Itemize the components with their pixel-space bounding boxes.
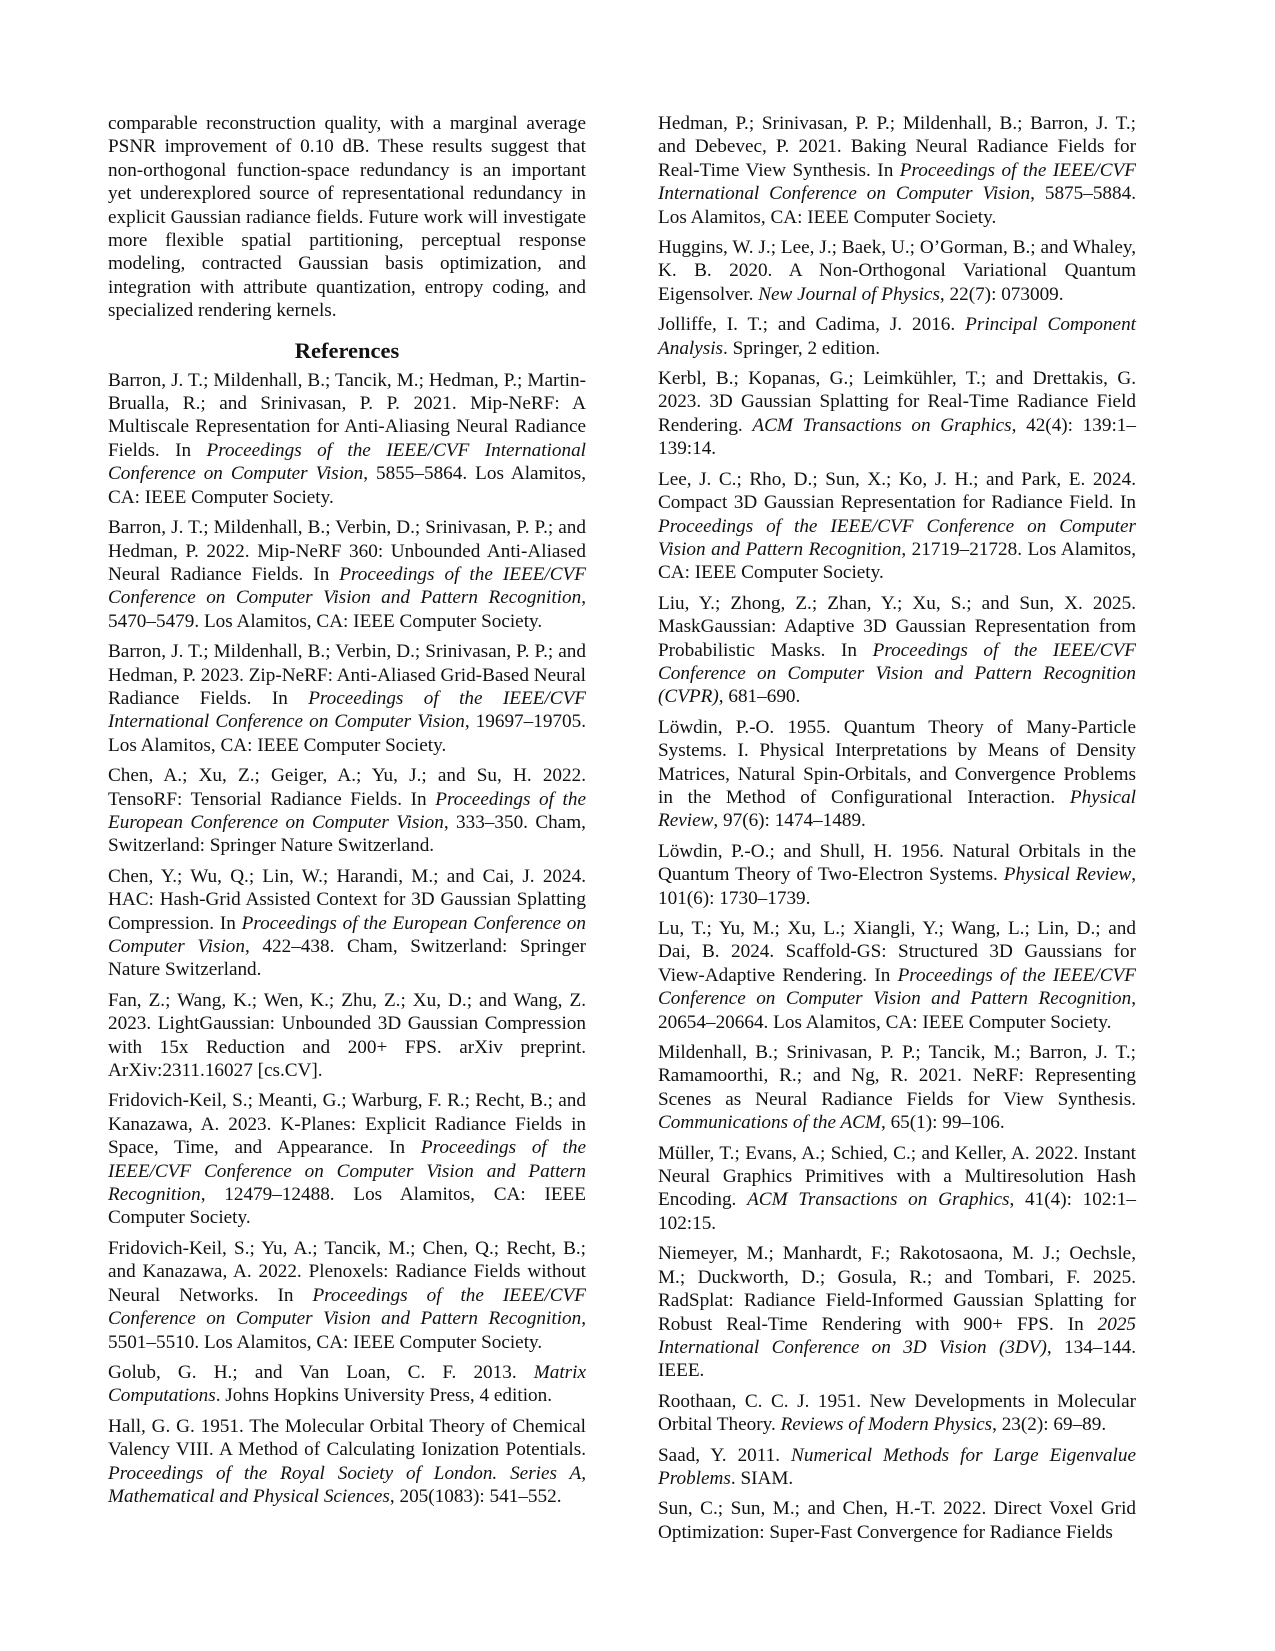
right-column: [658, 112, 1136, 1551]
reference-entry: Saad, Y. 2011. Numerical Methods for Large Eigenvalue Problems. SIAM.: [658, 1444, 1136, 1489]
reference-entry: Mildenhall, B.; Srinivasan, P. P.; Tancik, M.; Barron, J. T.; Ramamoorthi, R.; and Ng, R. 2021. NeRF: Representing Scenes as Neural Radiance Fields for View Synthesis. Communications of the ACM, 65(1): 99–106.: [658, 1042, 1136, 1134]
reference-entry: Sun, C.; Sun, M.; and Chen, H.-T. 2022. Direct Voxel Grid Optimization: Super-Fast Convergence for Radiance Fields: [658, 1498, 1136, 1543]
reference-entry: Roothaan, C. C. J. 1951. New Developments in Molecular Orbital Theory. Reviews of Modern Physics, 23(2): 69–89.: [658, 1390, 1136, 1436]
reference-entry: Chen, Y.; Wu, Q.; Lin, W.; Harandi, M.; and Cai, J. 2024. HAC: Hash-Grid Assisted Context for 3D Gaussian Splatting Compression. In Proceedings of the European Conference on Computer Vision, 422–438. Cham, Switzerland: Springer Nature Switzerland.: [108, 865, 586, 981]
reference-entry: Fridovich-Keil, S.; Meanti, G.; Warburg, F. R.; Recht, B.; and Kanazawa, A. 2023. K-Planes: Explicit Radiance Fields in Space, Time, and Appearance. In Proceedings of the IEEE/CVF Conference on Computer Vision and Pattern Recognition, 12479–12488. Los Alamitos, CA: IEEE Computer Society.: [108, 1090, 586, 1229]
reference-entry: Lee, J. C.; Rho, D.; Sun, X.; Ko, J. H.; and Park, E. 2024. Compact 3D Gaussian Representation for Radiance Field. In Proceedings of the IEEE/CVF Conference on Computer Vision and Pattern Recognition, 21719–21728. Los Alamitos, CA: IEEE Computer Society.: [658, 468, 1136, 584]
reference-entry: Hall, G. G. 1951. The Molecular Orbital Theory of Chemical Valency VIII. A Method of Calculating Ionization Potentials. Proceedings of the Royal Society of London. Series A, Mathematical and Physical Sciences, 205(1083): 541–552.: [108, 1415, 586, 1507]
reference-entry: Chen, A.; Xu, Z.; Geiger, A.; Yu, J.; and Su, H. 2022. TensoRF: Tensorial Radiance Fields. In Proceedings of the European Conference on Computer Vision, 333–350. Cham, Switzerland: Springer Nature Switzerland.: [108, 765, 586, 857]
left-reference-list: [108, 369, 586, 1509]
reference-entry: Löwdin, P.-O. 1955. Quantum Theory of Many-Particle Systems. I. Physical Interpretations by Means of Density Matrices, Natural Spin-Orbitals, and Convergence Problems in the Method of Configurational Interaction. Physical Review, 97(6): 1474–1489.: [658, 716, 1136, 832]
reference-entry: Huggins, W. J.; Lee, J.; Baek, U.; O’Gorman, B.; and Whaley, K. B. 2020. A Non-Orthogonal Variational Quantum Eigensolver. New Journal of Physics, 22(7): 073009.: [658, 237, 1136, 305]
left-column: [108, 112, 586, 1515]
reference-entry: Müller, T.; Evans, A.; Schied, C.; and Keller, A. 2022. Instant Neural Graphics Primitives with a Multiresolution Hash Encoding. ACM Transactions on Graphics, 41(4): 102:1–102:15.: [658, 1142, 1136, 1234]
reference-entry: Barron, J. T.; Mildenhall, B.; Verbin, D.; Srinivasan, P. P.; and Hedman, P. 2022. Mip-NeRF 360: Unbounded Anti-Aliased Neural Radiance Fields. In Proceedings of the IEEE/CVF Conference on Computer Vision and Pattern Recognition, 5470–5479. Los Alamitos, CA: IEEE Computer Society.: [108, 517, 586, 632]
reference-entry: Liu, Y.; Zhong, Z.; Zhan, Y.; Xu, S.; and Sun, X. 2025. MaskGaussian: Adaptive 3D Gaussian Representation from Probabilistic Masks. In Proceedings of the IEEE/CVF Conference on Computer Vision and Pattern Recognition (CVPR), 681–690.: [658, 592, 1136, 708]
reference-entry: Kerbl, B.; Kopanas, G.; Leimkühler, T.; and Drettakis, G. 2023. 3D Gaussian Splatting for Real-Time Radiance Field Rendering. ACM Transactions on Graphics, 42(4): 139:1–139:14.: [658, 368, 1136, 460]
reference-entry: Barron, J. T.; Mildenhall, B.; Verbin, D.; Srinivasan, P. P.; and Hedman, P. 2023. Zip-NeRF: Anti-Aliased Grid-Based Neural Radiance Fields. In Proceedings of the IEEE/CVF International Conference on Computer Vision, 19697–19705. Los Alamitos, CA: IEEE Computer Society.: [108, 641, 587, 756]
reference-entry: Lu, T.; Yu, M.; Xu, L.; Xiangli, Y.; Wang, L.; Lin, D.; and Dai, B. 2024. Scaffold-GS: Structured 3D Gaussians for View-Adaptive Rendering. In Proceedings of the IEEE/CVF Conference on Computer Vision and Pattern Recognition, 20654–20664. Los Alamitos, CA: IEEE Computer Society.: [658, 918, 1136, 1033]
reference-entry: Jolliffe, I. T.; and Cadima, J. 2016. Principal Component Analysis. Springer, 2 edition.: [658, 314, 1136, 359]
reference-entry: Barron, J. T.; Mildenhall, B.; Tancik, M.; Hedman, P.; Martin-Brualla, R.; and Srinivasan, P. P. 2021. Mip-NeRF: A Multiscale Representation for Anti-Aliasing Neural Radiance Fields. In Proceedings of the IEEE/CVF International Conference on Computer Vision, 5855–5864. Los Alamitos, CA: IEEE Computer Society.: [108, 369, 586, 508]
right-reference-list: [658, 112, 1136, 1544]
reference-entry: Fridovich-Keil, S.; Yu, A.; Tancik, M.; Chen, Q.; Recht, B.; and Kanazawa, A. 2022. Plenoxels: Radiance Fields without Neural Networks. In Proceedings of the IEEE/CVF Conference on Computer Vision and Pattern Recognition, 5501–5510. Los Alamitos, CA: IEEE Computer Society.: [108, 1237, 586, 1353]
reference-entry: Löwdin, P.-O.; and Shull, H. 1956. Natural Orbitals in the Quantum Theory of Two-Electron Systems. Physical Review, 101(6): 1730–1739.: [658, 840, 1137, 909]
reference-entry: Niemeyer, M.; Manhardt, F.; Rakotosaona, M. J.; Oechsle, M.; Duckworth, D.; Gosula, R.; and Tombari, F. 2025. RadSplat: Radiance Field-Informed Gaussian Splatting for Robust Real-Time Rendering with 900+ FPS. In 2025 International Conference on 3D Vision (3DV), 134–144. IEEE.: [658, 1243, 1136, 1382]
body-paragraph: comparable reconstruction quality, with a marginal average PSNR improvement of 0.10 dB. These results suggest that non-orthogonal function-space redundancy is an important yet underexplored source of representational redundancy in explicit Gaussian radiance fields. Future work will investigate more flexible spatial partitioning, perceptual response modeling, contracted Gaussian basis optimization, and integration with attribute quantization, entropy coding, and specialized rendering kernels.: [108, 113, 586, 322]
reference-entry: Hedman, P.; Srinivasan, P. P.; Mildenhall, B.; Barron, J. T.; and Debevec, P. 2021. Baking Neural Radiance Fields for Real-Time View Synthesis. In Proceedings of the IEEE/CVF International Conference on Computer Vision, 5875–5884. Los Alamitos, CA: IEEE Computer Society.: [658, 113, 1136, 228]
references-heading: References: [294, 337, 400, 363]
reference-entry: Golub, G. H.; and Van Loan, C. F. 2013. Matrix Computations. Johns Hopkins University Press, 4 edition.: [108, 1361, 586, 1407]
reference-entry: Fan, Z.; Wang, K.; Wen, K.; Zhu, Z.; Xu, D.; and Wang, Z. 2023. LightGaussian: Unbounded 3D Gaussian Compression with 15x Reduction and 200+ FPS. arXiv preprint. ArXiv:2311.16027 [cs.CV].: [108, 989, 586, 1082]
